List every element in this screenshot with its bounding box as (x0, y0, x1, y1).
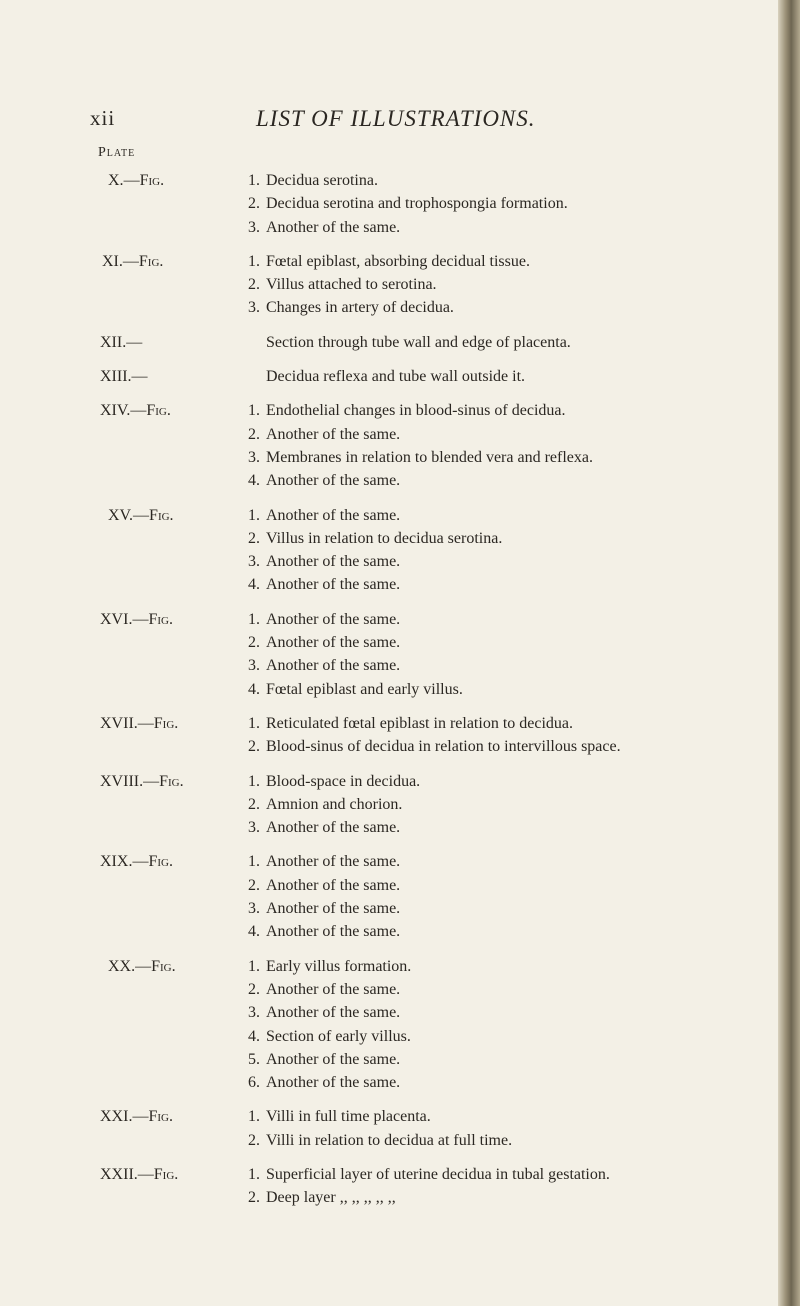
figure-row (0, 1048, 780, 1071)
figure-row (0, 1025, 780, 1048)
figure-row (0, 573, 780, 596)
plate-roman-numeral: XIII. (100, 368, 132, 386)
plate-roman-numeral: XXI. (100, 1108, 133, 1126)
figure-caption: Membranes in relation to blended vera and reflexa. (266, 448, 593, 466)
figure-row (0, 978, 780, 1001)
fig-label: — (126, 333, 143, 351)
figure-row (0, 469, 780, 492)
plate-group (0, 1163, 780, 1210)
figure-row (0, 1105, 780, 1128)
plate-number (108, 504, 174, 527)
figure-number: 2. (248, 529, 260, 547)
figure-caption: Another of the same. (266, 900, 401, 918)
figure-number: 2. (248, 195, 260, 213)
fig-label: —Fig. (122, 252, 164, 270)
figure-caption: Fœtal epiblast, absorbing decidual tissue. (266, 252, 530, 270)
figure-caption: Another of the same. (266, 1004, 401, 1022)
figure-row (0, 897, 780, 920)
figure-row (0, 527, 780, 550)
figure-row (0, 192, 780, 215)
plate-number (100, 712, 178, 735)
figure-number: 1. (248, 957, 260, 975)
plate-roman-numeral: XVI. (100, 610, 133, 628)
figure-row (0, 712, 780, 735)
figure-caption: Decidua reflexa and tube wall outside it. (266, 368, 526, 386)
figure-caption: Fœtal epiblast and early villus. (266, 680, 463, 698)
figure-caption: Blood-sinus of decidua in relation to intervillous space. (266, 738, 621, 756)
figure-row (0, 770, 780, 793)
plate-group (0, 169, 780, 239)
plate-number (100, 770, 184, 793)
plate-roman-numeral: XII. (100, 333, 127, 351)
fig-label: — (131, 368, 148, 386)
figure-row (0, 955, 780, 978)
figure-caption: Another of the same. (266, 576, 401, 594)
figure-caption: Another of the same. (266, 980, 401, 998)
page-number: xii (90, 106, 116, 130)
fig-label: —Fig. (133, 506, 174, 524)
figure-number: 1. (248, 252, 260, 270)
figure-caption: Another of the same. (266, 819, 401, 837)
figure-number: 3. (248, 553, 260, 571)
plate-group (0, 770, 780, 840)
plate-number (108, 955, 176, 978)
plate-number (100, 331, 142, 354)
plate-group (0, 712, 780, 759)
figure-row (0, 793, 780, 816)
plate-number (100, 399, 171, 422)
figure-number: 2. (248, 795, 260, 813)
figure-number: 3. (248, 299, 260, 317)
plate-group (0, 504, 780, 597)
plate-roman-numeral: XVII. (100, 714, 138, 732)
figure-caption: Villus in relation to decidua serotina. (266, 529, 503, 547)
figure-row (0, 1071, 780, 1094)
page-header (0, 106, 780, 136)
figure-caption: Endothelial changes in blood-sinus of decidua. (266, 402, 566, 420)
figure-row (0, 874, 780, 897)
figure-caption: Superficial layer of uterine decidua in tubal gestation. (266, 1165, 610, 1183)
figure-number: 1. (248, 853, 260, 871)
figure-number: 4. (248, 1027, 260, 1045)
figure-caption: Another of the same. (266, 853, 401, 871)
figure-caption: Another of the same. (266, 634, 401, 652)
plate-number (100, 365, 148, 388)
plate-group (0, 399, 780, 492)
figure-number: 2. (248, 876, 260, 894)
figure-row (0, 850, 780, 873)
figure-caption: Section through tube wall and edge of placenta. (266, 333, 571, 351)
figure-row (0, 920, 780, 943)
figure-row (0, 1186, 780, 1209)
plate-roman-numeral: XIX. (100, 853, 133, 871)
plate-roman-numeral: XX. (108, 957, 136, 975)
figure-row (0, 816, 780, 839)
figure-row (0, 423, 780, 446)
fig-label: —Fig. (137, 1165, 179, 1183)
figure-number: 3. (248, 657, 260, 675)
figure-number: 1. (248, 402, 260, 420)
figure-number: 1. (248, 1108, 260, 1126)
running-title: LIST OF ILLUSTRATIONS. (256, 106, 536, 131)
figure-caption: Another of the same. (266, 553, 401, 571)
plate-roman-numeral: XIV. (100, 402, 131, 420)
plate-group (0, 250, 780, 320)
figure-row (0, 399, 780, 422)
figure-number: 2. (248, 1131, 260, 1149)
figure-number: 2. (248, 634, 260, 652)
figure-row (0, 550, 780, 573)
figure-caption: Deep layer ,, ,, ,, ,, ,, (266, 1189, 396, 1207)
figure-caption: Decidua serotina. (266, 172, 378, 189)
figure-row (0, 608, 780, 631)
figure-caption: Amnion and chorion. (266, 795, 403, 813)
figure-row (0, 331, 780, 354)
figure-row (0, 446, 780, 469)
plate-roman-numeral: XI. (102, 252, 123, 270)
page-edge-shadow (778, 0, 800, 1306)
figure-number: 4. (248, 576, 260, 594)
figure-number: 1. (248, 610, 260, 628)
figure-number: 3. (248, 218, 260, 236)
figure-row (0, 1001, 780, 1024)
figure-number: 6. (248, 1074, 260, 1092)
figure-caption: Another of the same. (266, 425, 401, 443)
plate-group (0, 608, 780, 701)
figure-caption: Villi in relation to decidua at full time. (266, 1131, 513, 1149)
figure-caption: Changes in artery of decidua. (266, 299, 454, 317)
plate-roman-numeral: X. (108, 172, 124, 189)
figure-row (0, 654, 780, 677)
figure-caption: Another of the same. (266, 610, 401, 628)
fig-label: —Fig. (130, 402, 171, 420)
figure-number: 1. (248, 172, 260, 189)
figure-row (0, 273, 780, 296)
figure-row (0, 1163, 780, 1186)
plate-group (0, 331, 780, 354)
figure-number: 1. (248, 714, 260, 732)
plate-group (0, 955, 780, 1095)
figure-caption: Another of the same. (266, 657, 401, 675)
fig-label: —Fig. (123, 172, 165, 189)
figure-number: 5. (248, 1050, 260, 1068)
plate-number (100, 850, 173, 873)
figure-caption: Another of the same. (266, 218, 401, 236)
figure-caption: Section of early villus. (266, 1027, 411, 1045)
fig-label: —Fig. (143, 772, 184, 790)
plate-number (100, 608, 173, 631)
fig-label: —Fig. (132, 610, 173, 628)
figure-number: 2. (248, 1189, 260, 1207)
plate-roman-numeral: XVIII. (100, 772, 144, 790)
figure-row (0, 504, 780, 527)
figure-number: 3. (248, 819, 260, 837)
figure-row (0, 735, 780, 758)
figure-number: 2. (248, 738, 260, 756)
figure-caption: Villi in full time placenta. (266, 1108, 431, 1126)
plate-number (100, 1105, 173, 1128)
figure-caption: Another of the same. (266, 876, 401, 894)
plate-group (0, 365, 780, 388)
figure-caption: Early villus formation. (266, 957, 412, 975)
figure-number: 4. (248, 923, 260, 941)
plate-number (102, 250, 163, 273)
figure-caption: Decidua serotina and trophospongia formation. (266, 195, 568, 213)
figure-number: 1. (248, 506, 260, 524)
figure-number: 4. (248, 472, 260, 490)
plate-roman-numeral: XV. (108, 506, 134, 524)
figure-number: 2. (248, 980, 260, 998)
figure-caption: Reticulated fœtal epiblast in relation to decidua. (266, 714, 574, 732)
fig-label: —Fig. (137, 714, 179, 732)
figure-row (0, 631, 780, 654)
plate-number (108, 169, 164, 192)
figure-caption: Another of the same. (266, 923, 401, 941)
illustration-list (0, 169, 780, 1221)
figure-row (0, 296, 780, 319)
fig-label: —Fig. (132, 1108, 173, 1126)
plate-roman-numeral: XXII. (100, 1165, 138, 1183)
plate-column-heading: Plate (98, 145, 136, 160)
figure-number: 2. (248, 276, 260, 294)
figure-caption: Another of the same. (266, 1050, 401, 1068)
figure-number: 3. (248, 448, 260, 466)
figure-number: 4. (248, 680, 260, 698)
figure-row (0, 1129, 780, 1152)
figure-number: 3. (248, 1004, 260, 1022)
figure-caption: Villus attached to serotina. (266, 276, 437, 294)
figure-caption: Blood-space in decidua. (266, 772, 421, 790)
figure-caption: Another of the same. (266, 1074, 401, 1092)
figure-number: 1. (248, 1165, 260, 1183)
fig-label: —Fig. (135, 957, 176, 975)
figure-row (0, 678, 780, 701)
plate-number (100, 1163, 178, 1186)
figure-row (0, 169, 780, 192)
figure-row (0, 365, 780, 388)
figure-number: 1. (248, 772, 260, 790)
figure-number: 2. (248, 425, 260, 443)
plate-group (0, 850, 780, 943)
figure-caption: Another of the same. (266, 506, 401, 524)
figure-row (0, 250, 780, 273)
fig-label: —Fig. (132, 853, 173, 871)
plate-group (0, 1105, 780, 1152)
figure-row (0, 216, 780, 239)
figure-caption: Another of the same. (266, 472, 401, 490)
figure-number: 3. (248, 900, 260, 918)
